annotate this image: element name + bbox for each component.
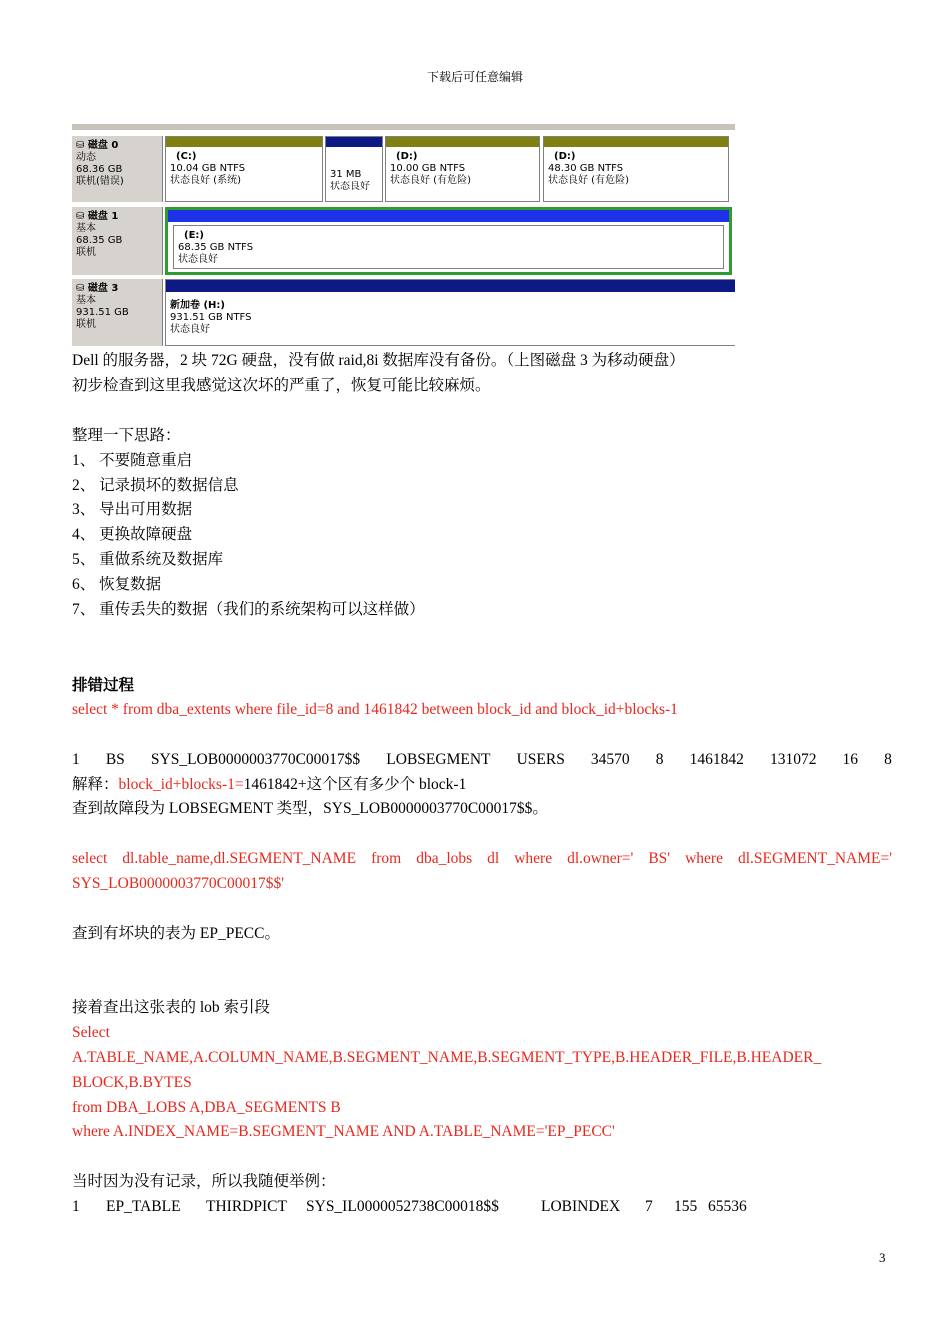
page-number: 3 (879, 1250, 886, 1265)
sql-query-3-line-5: where A.INDEX_NAME=B.SEGMENT_NAME AND A.TABLE_NAME='EP_PECC' (72, 1123, 615, 1140)
disk-status: 联机 (76, 319, 96, 330)
disk-size: 931.51 GB (76, 307, 129, 318)
example-intro: 当时因为没有记录，所以我随便举例： (72, 1173, 336, 1190)
sql-query-1: select * from dba_extents where file_id=8 and 1461842 between block_id and block_id+blocks-1 (72, 701, 678, 718)
disk-info-1 (72, 207, 163, 275)
disk-type: 基本 (76, 223, 96, 234)
disk-info-3 (72, 279, 163, 346)
step-4: 4、 更换故障硬盘 (72, 526, 193, 543)
disk-label: ⛁ 磁盘 3 (76, 283, 119, 294)
disk-manager-top-strip (72, 124, 735, 130)
partition-h: 新加卷 (H:) 931.51 GB NTFS 状态良好 (165, 279, 735, 346)
intro-line-2: 初步检查到这里我感觉这次坏的严重了，恢复可能比较麻烦。 (72, 377, 491, 394)
disk-status: 联机 (76, 247, 96, 258)
disk-info-0 (72, 136, 163, 202)
disk-row-1 (72, 207, 735, 275)
disk-label: ⛁ 磁盘 1 (76, 211, 119, 222)
partition-e: (E:) 68.35 GB NTFS 状态良好 (165, 207, 732, 275)
page-header: 下载后可任意编辑 (426, 70, 523, 84)
sql-query-3-line-2: A.TABLE_NAME,A.COLUMN_NAME,B.SEGMENT_NAME,B.SEGMENT_TYPE,B.HEADER_FILE,B.HEADER_ (72, 1049, 822, 1066)
partition-c: (C:) 10.04 GB NTFS 状态良好 (系统) (165, 136, 323, 202)
disk-type: 基本 (76, 295, 96, 306)
step-6: 6、 恢复数据 (72, 576, 162, 593)
step-7: 7、 重传丢失的数据（我们的系统架构可以这样做） (72, 601, 425, 618)
query-result-2: 1 EP_TABLE THIRDPICT SYS_IL0000052738C00018$$ LOBINDEX 7 155 65536 (72, 1198, 747, 1215)
query-result-1: 1 BS SYS_LOB0000003770C00017$$ LOBSEGMENT USERS 34570 8 1461842 131072 16 8 (72, 751, 892, 768)
sql-query-3-line-1: Select (72, 1024, 110, 1041)
disk-row-3 (72, 279, 735, 346)
sql-query-3-line-4: from DBA_LOBS A,DBA_SEGMENTS B (72, 1099, 341, 1116)
step-2: 2、 记录损坏的数据信息 (72, 477, 239, 494)
sql-query-2-line-2: SYS_LOB0000003770C00017$$' (72, 875, 285, 892)
disk-type: 动态 (76, 152, 96, 163)
disk-row-0 (72, 136, 735, 202)
step-3: 3、 导出可用数据 (72, 501, 193, 518)
step-1: 1、 不要随意重启 (72, 452, 193, 469)
found-segment: 查到故障段为 LOBSEGMENT 类型，SYS_LOB0000003770C00017$$。 (72, 800, 548, 817)
intro-line-1: Dell 的服务器，2 块 72G 硬盘，没有做 raid,8i 数据库没有备份。（上图磁盘 3 为移动硬盘） (72, 352, 685, 369)
section-title: 排错过程 (72, 677, 135, 694)
sql-query-2-line-1: select dl.table_name,dl.SEGMENT_NAME from dba_lobs dl where dl.owner=' BS' where dl.SEGMENT_NAME=' (72, 850, 892, 867)
partition-d1: (D:) 10.00 GB NTFS 状态良好 (有危险) (385, 136, 540, 202)
partition-31mb: 31 MB 状态良好 (325, 136, 383, 202)
sql-query-3-line-3: BLOCK,B.BYTES (72, 1074, 192, 1091)
disk-label: ⛁ 磁盘 0 (76, 140, 119, 151)
disk-manager-image (72, 124, 735, 346)
step-5: 5、 重做系统及数据库 (72, 551, 224, 568)
next-step: 接着查出这张表的 lob 索引段 (72, 999, 271, 1016)
explain-line: 解释：block_id+blocks-1=1461842+这个区有多少个 block-1 (72, 776, 467, 793)
disk-status: 联机(错误) (76, 176, 124, 187)
disk-size: 68.35 GB (76, 235, 123, 246)
disk-size: 68.36 GB (76, 164, 123, 175)
found-table: 查到有坏块的表为 EP_PECC。 (72, 925, 280, 942)
partition-d2: (D:) 48.30 GB NTFS 状态良好 (有危险) (543, 136, 729, 202)
plan-title: 整理一下思路： (72, 427, 181, 444)
